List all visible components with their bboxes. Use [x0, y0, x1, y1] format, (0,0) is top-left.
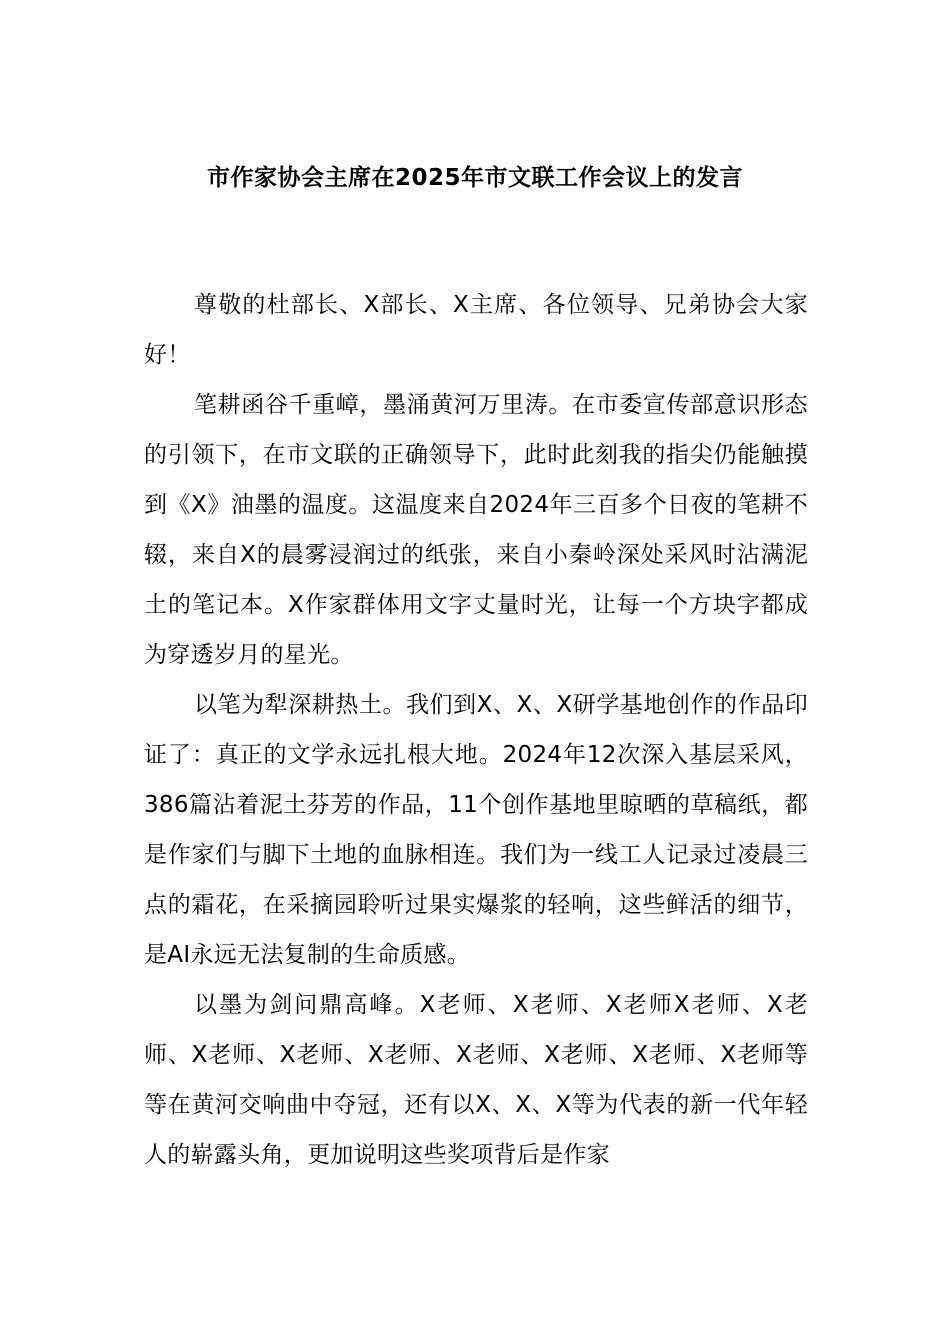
paragraph-intro: 笔耕函谷千重嶂，墨涌黄河万里涛。在市委宣传部意识形态的引领下，在市文联的正确领导下，此时此刻我的指尖仍能触摸到《X》油墨的温度。这温度来自2024年三百多个日夜的笔耕不辍，来自X的晨雾浸润过的纸张，来自小秦岭深处采风时沾满泥土的笔记本。X作家群体用文字丈量时光，让每一个方块字都成为穿透岁月的星光。 — [144, 392, 808, 668]
paragraph-awards: 以墨为剑问鼎高峰。X老师、X老师、X老师X老师、X老师、X老师、X老师、X老师、X老师、X老师、X老师、X老师等等在黄河交响曲中夺冠，还有以X、X、X等为代表的新一代年轻人的崭露头角，更加说明这些奖项背后是作家 — [144, 992, 808, 1168]
paragraph-greeting: 尊敬的杜部长、X部长、X主席、各位领导、兄弟协会大家好！ — [144, 292, 808, 368]
document-title: 市作家协会主席在2025年市文联工作会议上的发言 — [206, 165, 743, 191]
document-body — [144, 280, 808, 1180]
paragraph-grassroots: 以笔为犁深耕热土。我们到X、X、X研学基地创作的作品印证了：真正的文学永远扎根大地。2024年12次深入基层采风，386篇沾着泥土芬芳的作品，11个创作基地里晾晒的草稿纸，都是作家们与脚下土地的血脉相连。我们为一线工人记录过凌晨三点的霜花，在采摘园聆听过果实爆浆的轻响，这些鲜活的细节，是AI永远无法复制的生命质感。 — [144, 692, 808, 968]
